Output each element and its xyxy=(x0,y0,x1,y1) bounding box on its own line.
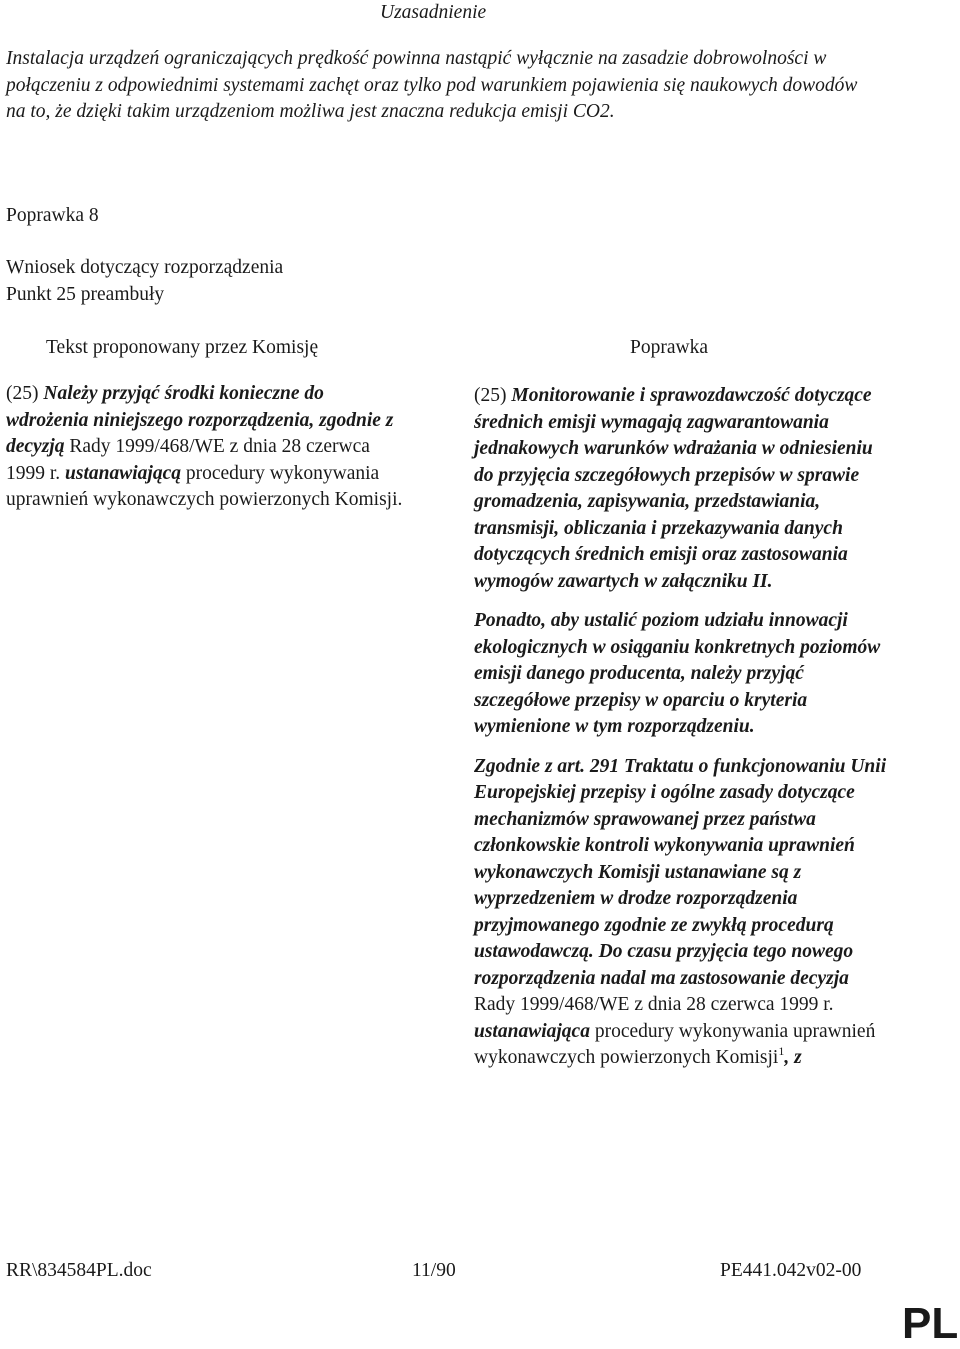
added-text: Zgodnie z art. 291 Traktatu o funkcjonowaniu Unii Europejskiej przepisy i ogólne zasady dotyczące mechanizmów sprawowanej przez państwa członkowskie kontroli wykonywania uprawnień wykonawczych Komisji ustanawiane są z wyprzedzeniem w drodze rozporządzenia przyjmowanego zgodnie ze zwykłą procedurą ustawodawczą. Do czasu przyjęcia tego nowego rozporządzenia nadal ma zastosowanie decyzja xyxy=(474,755,887,989)
deleted-text: ustanawiającą xyxy=(65,462,181,484)
added-text: , z xyxy=(784,1047,802,1068)
unchanged-text: procedury wykonywania uprawnień wykonawczych powierzonych Komisji. xyxy=(6,462,403,510)
deleted-text: Należy przyjąć środki konieczne do wdrożenia niniejszego rozporządzenia, zgodnie z decyzją xyxy=(6,383,394,457)
recital-reference: Punkt 25 preambuły xyxy=(6,284,165,305)
unchanged-text: Rady 1999/468/WE z dnia 28 czerwca 1999 r. xyxy=(474,994,834,1015)
amendment-paragraph xyxy=(474,754,894,1072)
added-text: Monitorowanie i sprawozdawczość dotyczące średnich emisji wymagają zagwarantowania jednakowych warunków wdrażania w odniesieniu do przyjęcia szczegółowych przepisów w sprawie gromadzenia, zapisywania, przedstawiania, transmisji, obliczania i przekazywania danych dotyczących średnich emisji oraz zastosowania wymogów zawartych w załączniku II. xyxy=(474,385,873,592)
added-text: ustanawiająca xyxy=(474,1020,590,1042)
language-code: PL xyxy=(902,1299,959,1348)
unchanged-text: Rady 1999/468/WE z dnia 28 czerwca 1999 r. xyxy=(6,436,370,484)
amendment-paragraph xyxy=(474,383,894,595)
recital-number: (25) xyxy=(6,383,44,404)
amendment-number: Poprawka 8 xyxy=(6,205,99,226)
amendment-paragraph: Ponadto, aby ustalić poziom udziału innowacji ekologicznych w osiąganiu konkretnych poziomów emisji danego producenta, należy przyjąć szczegółowe przepisy w oparciu o kryteria wymienione w tym rozporządzeniu. xyxy=(474,610,881,737)
pe-number: PE441.042v02-00 xyxy=(720,1260,862,1281)
document-reference: RR\834584PL.doc xyxy=(6,1260,152,1281)
footnote-marker: 1 xyxy=(778,1044,785,1058)
justification-text: Instalacja urządzeń ograniczających prędkość powinna nastąpić wyłącznie na zasadzie dobrowolności w połączeniu z odpowiednimi systemami zachęt oraz tylko pod warunkiem pojawienia się naukowych dowodów na to, że dzięki takim urządzeniom możliwa jest znaczna redukcja emisji CO2. xyxy=(6,48,858,122)
section-heading: Uzasadnienie xyxy=(380,2,487,23)
recital-number: (25) xyxy=(474,385,512,406)
commission-text-header: Tekst proponowany przez Komisję xyxy=(46,337,319,358)
amendment-text xyxy=(474,383,894,1072)
proposal-title: Wniosek dotyczący rozporządzenia xyxy=(6,257,284,278)
unchanged-text: procedury wykonywania uprawnień wykonawczych powierzonych Komisji xyxy=(474,1020,876,1068)
amendment-header: Poprawka xyxy=(630,337,708,358)
page-number: 11/90 xyxy=(412,1260,456,1281)
commission-text xyxy=(6,381,406,514)
